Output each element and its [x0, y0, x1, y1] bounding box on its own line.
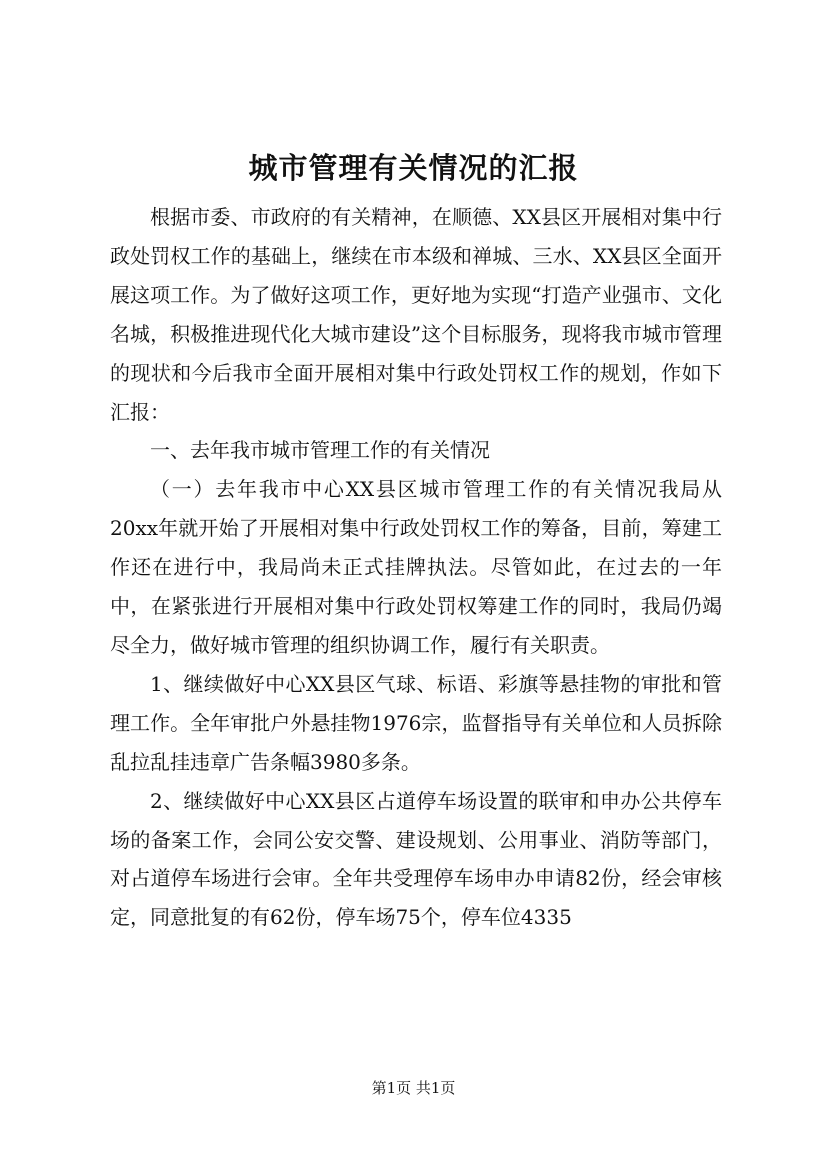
document-title: 城市管理有关情况的汇报 — [248, 151, 579, 185]
section-heading-1: 一、去年我市城市管理工作的有关情况 — [150, 438, 490, 463]
paragraph-intro: 根据市委、市政府的有关精神，在顺德、XX县区开展相对集中行政处罚权工作的基础上，继续在市本级和禅城、三水、XX县区全面开展这项工作。为了做好这项工作，更好地为实现“打造产业强市、文化名城，积极推进现代化大城市建设”这个目标服务，现将我市城市管理的现状和今后我市全面开展相对集中行政处罚权工作的规划，作如下汇报： — [110, 205, 722, 424]
paragraph-item-1: 1、继续做好中心XX县区气球、标语、彩旗等悬挂物的审批和管理工作。全年审批户外悬挂物1976宗，监督指导有关单位和人员拆除乱拉乱挂违章广告条幅3980多条。 — [110, 671, 722, 774]
paragraph-subsection-1: （一）去年我市中心XX县区城市管理工作的有关情况我局从20xx年就开始了开展相对集中行政处罚权工作的筹备，目前，筹建工作还在进行中，我局尚未正式挂牌执法。尽管如此，在过去的一年中，在紧张进行开展相对集中行政处罚权筹建工作的同时，我局仍竭尽全力，做好城市管理的组织协调工作，履行有关职责。 — [110, 477, 722, 657]
paragraph-item-2: 2、继续做好中心XX县区占道停车场设置的联审和申办公共停车场的备案工作，会同公安交警、建设规划、公用事业、消防等部门，对占道停车场进行会审。全年共受理停车场申办申请82份，经会审核定，同意批复的有62份，停车场75个，停车位4335 — [110, 788, 722, 930]
page-footer: 第1页 共1页 — [371, 1079, 456, 1097]
document-body — [110, 198, 722, 937]
